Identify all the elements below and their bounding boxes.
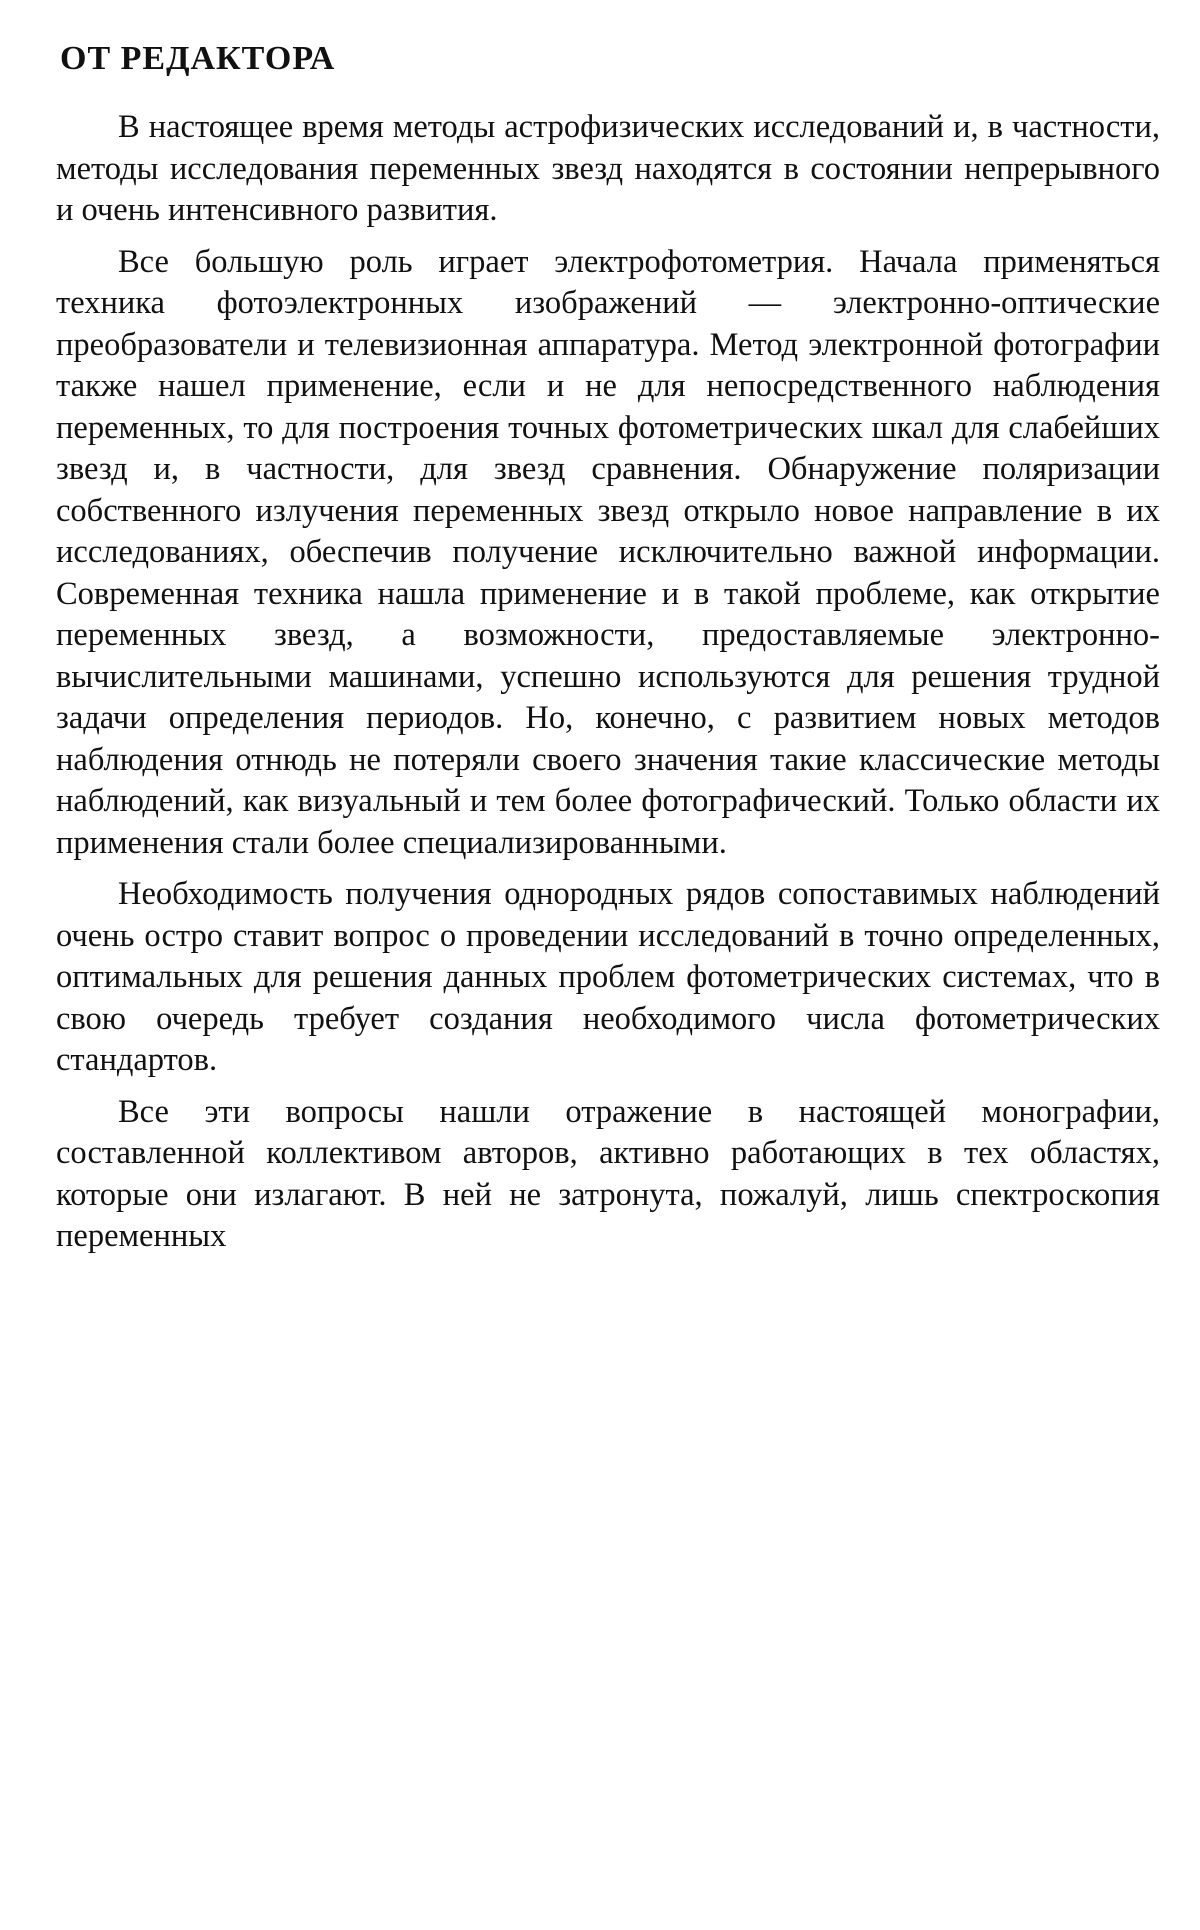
page-title: ОТ РЕДАКТОРА [60,40,336,77]
paragraph-2: Все большую роль играет электрофотометрия. Начала применяться техника фотоэлектронных изображений — электронно-оптические преобразователи и телевизионная аппаратура. Метод электронной фотографии также нашел применение, если и не для непосредственного наблюдения переменных, то для построения точных фотометрических шкал для слабейших звезд и, в частности, для звезд сравнения. Обнаружение поляризации собственного излучения переменных звезд открыло новое направление в их исследованиях, обеспечив получение исключительно важной информации. Современная техника нашла применение и в такой проблеме, как открытие переменных звезд, а возможности, предоставляемые электронно-вычислительными машинами, успешно используются для решения трудной задачи определения периодов. Но, конечно, с развитием новых методов наблюдения отнюдь не потеряли своего значения такие классические методы наблюдений, как визуальный и тем более фотографический. Только области их применения стали более специализированными. [56,243,1160,861]
paragraph-3: Необходимость получения однородных рядов сопоставимых наблюдений очень остро ставит вопрос о проведении исследований в точно определенных, оптимальных для решения данных проблем фотометрических системах, что в свою очередь требует создания необходимого числа фотометрических стандартов. [56,876,1160,1079]
paragraph-1: В настоящее время методы астрофизических исследований и, в частности, методы исследования переменных звезд находятся в состоянии непрерывного и очень интенсивного развития. [56,109,1160,229]
document-page [56,40,1160,1268]
paragraph-4: Все эти вопросы нашли отражение в настоящей монографии, составленной коллективом авторов, активно работающих в тех областях, которые они излагают. В ней не затронута, пожалуй, лишь спектроскопия переменных [56,1093,1160,1255]
